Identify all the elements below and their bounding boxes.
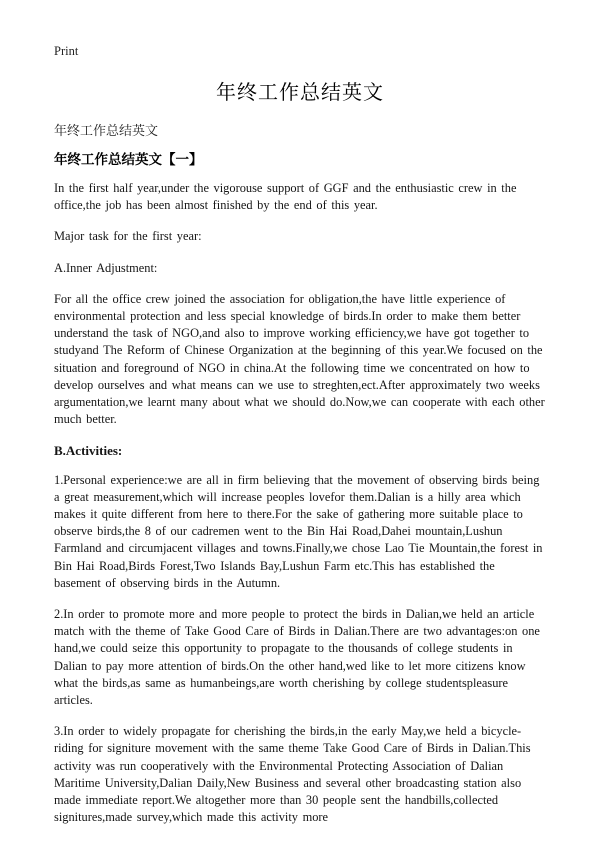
section-heading: 年终工作总结英文【一】: [54, 152, 203, 168]
document-subtitle: 年终工作总结英文: [54, 124, 159, 139]
paragraph-activity-2: 2.In order to promote more and more people to protect the birds in Dalian,we held an article match with the theme of Take Good Care of Birds in Dalian.There are two advantages:on one hand,we could seize this opportunity to propagate to the thousands of college students in Dalian to pay more attention of birds.On the other hand,wed like to let more citizens know what the birds,as same as humanbeings,are worth cherishing by college studentspleasure articles.: [54, 607, 540, 708]
paragraph-intro: In the first half year,under the vigorouse support of GGF and the enthusiastic crew in the office,the job has been almost finished by the end of this year.: [54, 181, 517, 213]
paragraph-major-task: Major task for the first year:: [54, 229, 202, 244]
print-link[interactable]: Print: [54, 44, 79, 58]
paragraph-inner-adjustment: For all the office crew joined the association for obligation,the have little experience of environmental protection and less special knowledge of birds.In order to make them better understand the task of NGO,and also to improve working efficiency,we have got together to studyand The Reform of Chinese Organization at the beginning of this year.We focused on the situation and foreground of NGO in china.At the following time we concentrated on how to develop ourselves and what means can we use to streghten,ect.After approximately two weeks argumentation,we learnt many about what we should do.Now,we can cooperate with each other much better.: [54, 291, 545, 427]
document-title: 年终工作总结英文: [216, 80, 384, 104]
paragraph-activity-3: 3.In order to widely propagate for cherishing the birds,in the early May,we held a bicycle-riding for signiture movement with the same theme Take Good Care of Birds in Dalian.This activity was run cooperatively with the Environmental Protecting Association of Dalian Maritime University,Dalian Daily,New Business and several other broadcasting station also made immediate report.We altogether more than 30 people sent the handbills,collected signitures,made survey,which made this activity more: [54, 724, 531, 825]
paragraph-inner-adjustment-heading: A.Inner Adjustment:: [54, 260, 158, 275]
paragraph-activity-1: 1.Personal experience:we are all in firm believing that the movement of observing birds being a great measurement,which will increase peoples lovefor them.Dalian is a hilly area which makes it quite different from here to there.For the sake of gathering more suitable place to observe birds,the 8 of our cadremen went to the Bin Hai Road,Dahei mountain,Lushun Farmland and circumjacent villages and towns.Finally,we chose Lao Tie Mountain,the forest in Bin Hai Road,Birds Forest,Two Islands Bay,Lushun Farm etc.This has established the basement of observing birds in the Autumn.: [54, 472, 543, 590]
paragraph-activities-heading: B.Activities:: [54, 443, 123, 459]
document-body: [54, 180, 546, 841]
